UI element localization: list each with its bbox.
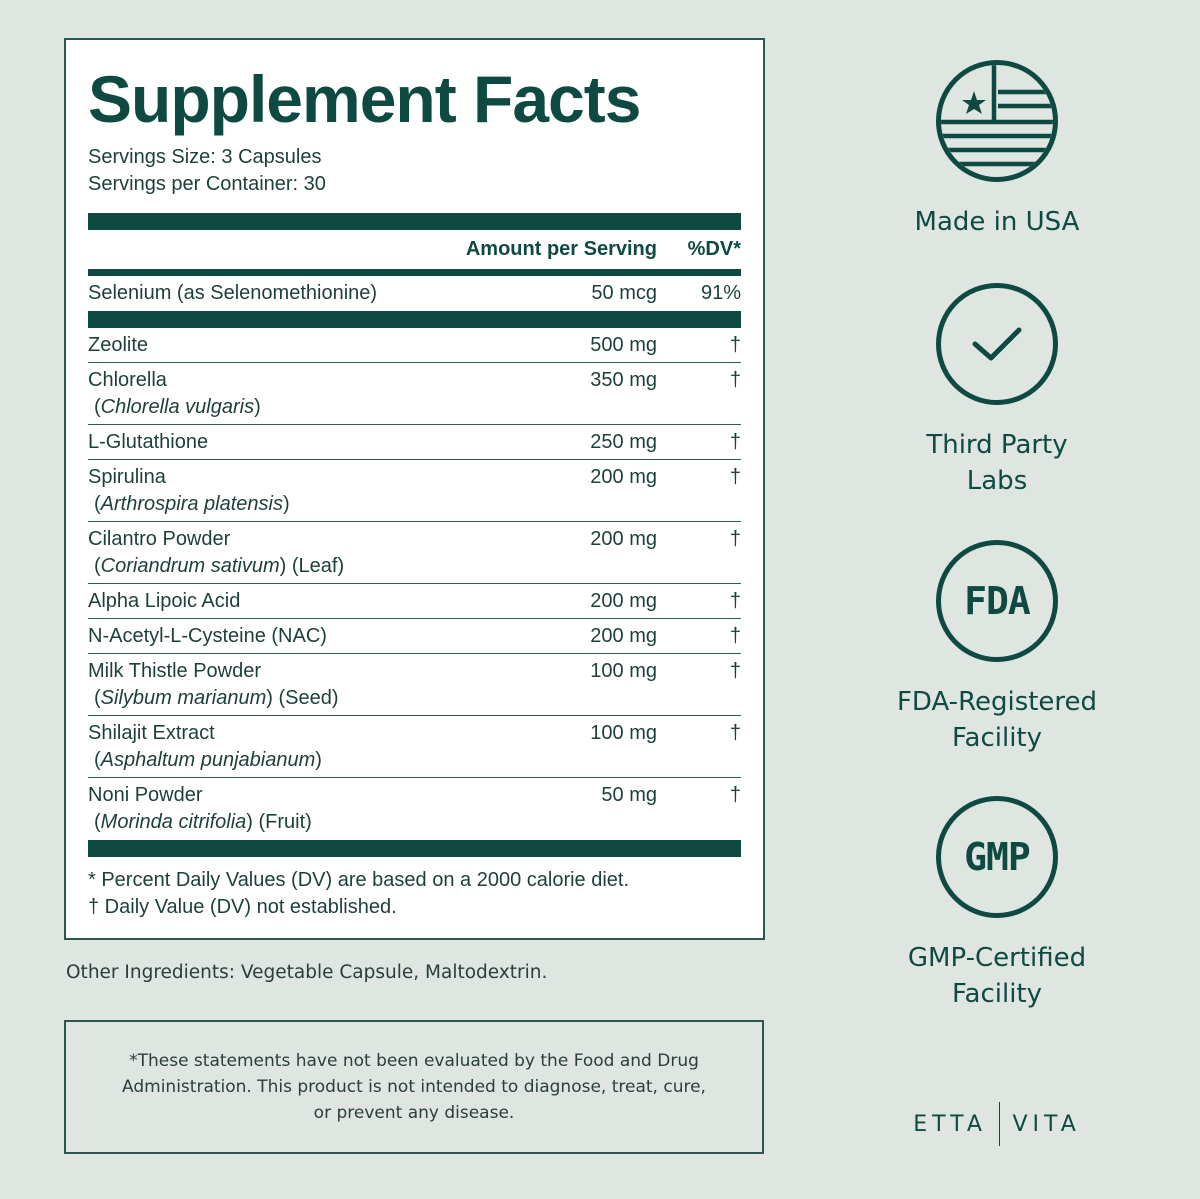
ingredient-amount: 200 mg	[590, 589, 657, 612]
ingredient-name	[88, 720, 507, 777]
ingredient-label: N-Acetyl-L-Cysteine (NAC)	[88, 624, 327, 647]
ingredient-list	[88, 328, 741, 840]
fda-text: FDA	[964, 579, 1030, 623]
ingredient-name	[88, 782, 507, 840]
ingredient-dv: †	[729, 722, 741, 744]
ingredient-source: (Chlorella vulgaris)	[94, 396, 261, 418]
ingredient-name	[88, 623, 507, 650]
footnote-dagger: † Daily Value (DV) not established.	[88, 896, 397, 918]
ingredient-amount: 200 mg	[590, 466, 657, 488]
scientific-name: Arthrospira platensis	[100, 493, 283, 515]
ingredient-dv: 91%	[700, 282, 741, 304]
ingredient-dv: †	[729, 528, 741, 550]
ingredient-amount: 100 mg	[590, 660, 657, 682]
ingredient-amount: 50 mcg	[591, 282, 657, 304]
plant-part: (Seed)	[272, 687, 339, 709]
scientific-name: Coriandrum sativum	[100, 555, 280, 577]
ingredient-name	[88, 526, 507, 583]
ingredient-name	[88, 464, 507, 521]
badge-gmp	[847, 796, 1147, 1012]
ingredient-label: Cilantro Powder	[88, 528, 231, 550]
ingredient-amount: 50 mg	[601, 784, 657, 806]
scientific-name: Morinda citrifolia	[100, 811, 247, 833]
ingredient-amount: 200 mg	[590, 528, 657, 550]
scientific-name: Chlorella vulgaris	[100, 396, 255, 418]
ingredient-dv: †	[729, 466, 741, 488]
table-row	[88, 522, 741, 584]
table-row	[88, 619, 741, 654]
ingredient-source: (Coriandrum sativum) (Leaf)	[94, 555, 345, 577]
table-row	[88, 460, 741, 522]
ingredient-label: Noni Powder	[88, 784, 203, 806]
ingredient-name	[88, 588, 507, 615]
ingredient-dv: †	[729, 784, 741, 806]
ingredient-amount: 100 mg	[590, 722, 657, 744]
fda-disclaimer-box	[64, 1020, 764, 1154]
brand-separator	[999, 1102, 1001, 1146]
ingredient-name	[88, 658, 507, 715]
ingredient-name	[88, 429, 507, 456]
badge-label: FDA-Registered Facility	[896, 687, 1098, 753]
badge-fda	[847, 540, 1147, 756]
header-amount: Amount per Serving	[465, 238, 657, 260]
ingredient-source: (Arthrospira platensis)	[94, 493, 290, 515]
table-row	[88, 654, 741, 716]
ingredient-label: Spirulina	[88, 466, 166, 488]
ingredient-source: (Morinda citrifolia) (Fruit)	[94, 811, 312, 833]
ingredient-amount: 200 mg	[590, 624, 657, 647]
scientific-name: Asphaltum punjabianum	[100, 749, 316, 771]
ingredient-dv: †	[729, 430, 741, 453]
ingredient-amount: 350 mg	[590, 369, 657, 391]
footnote-dv: * Percent Daily Values (DV) are based on a 2000 calorie diet.	[88, 869, 630, 891]
table-header	[88, 230, 741, 269]
table-row	[88, 328, 741, 363]
plant-part: (Fruit)	[252, 811, 312, 833]
ingredient-label: Milk Thistle Powder	[88, 660, 262, 682]
ingredient-label: L-Glutathione	[88, 430, 209, 453]
table-row	[88, 716, 741, 778]
table-row	[88, 584, 741, 619]
ingredient-name	[88, 332, 507, 359]
other-ingredients: Other Ingredients: Vegetable Capsule, Maltodextrin.	[66, 962, 548, 983]
plant-part: (Leaf)	[286, 555, 345, 577]
ingredient-label: Shilajit Extract	[88, 722, 215, 744]
servings-per-container: Servings per Container: 30	[88, 173, 326, 195]
gmp-text: GMP	[964, 835, 1030, 879]
ingredient-dv: †	[729, 660, 741, 682]
badge-made-in-usa	[847, 60, 1147, 240]
divider-thick	[88, 213, 741, 230]
table-row	[88, 425, 741, 460]
ingredient-dv: †	[729, 624, 741, 647]
ingredient-source: (Silybum marianum) (Seed)	[94, 687, 339, 709]
usa-flag-icon	[936, 60, 1058, 182]
supplement-facts-panel	[64, 38, 765, 940]
ingredient-dv: †	[729, 589, 741, 612]
fda-icon	[936, 540, 1058, 662]
checkmark-icon	[936, 283, 1058, 405]
header-dv: %DV*	[687, 238, 741, 260]
scientific-name: Silybum marianum	[100, 687, 267, 709]
ingredient-name: Selenium (as Selenomethionine)	[88, 282, 378, 304]
brand-right: VITA	[1012, 1111, 1081, 1137]
disclaimer-text: *These statements have not been evaluated by the Food and Drug Administration. This product is not intended to diagnose, treat, cure, or prevent any disease.	[122, 1051, 706, 1123]
ingredient-dv: †	[729, 333, 741, 356]
ingredient-dv: †	[729, 369, 741, 391]
divider-medium	[88, 269, 741, 276]
brand-logo	[897, 1102, 1097, 1146]
badge-label: Third Party Labs	[926, 430, 1068, 496]
badge-label: GMP-Certified Facility	[907, 943, 1087, 1009]
ingredient-label: Zeolite	[88, 333, 149, 356]
table-row-selenium	[88, 276, 741, 311]
ingredient-label: Alpha Lipoic Acid	[88, 589, 241, 612]
divider-thick	[88, 840, 741, 857]
gmp-icon	[936, 796, 1058, 918]
ingredient-amount: 250 mg	[590, 430, 657, 453]
ingredient-source: (Asphaltum punjabianum)	[94, 749, 322, 771]
ingredient-name	[88, 367, 507, 424]
facts-title: Supplement Facts	[88, 62, 641, 136]
divider-thick	[88, 311, 741, 328]
serving-size: Servings Size: 3 Capsules	[88, 146, 322, 168]
table-row	[88, 778, 741, 840]
brand-left: ETTA	[913, 1111, 987, 1137]
table-row	[88, 363, 741, 425]
ingredient-amount: 500 mg	[590, 333, 657, 356]
badge-label: Made in USA	[914, 207, 1080, 237]
badge-third-party-labs	[847, 283, 1147, 499]
ingredient-label: Chlorella	[88, 369, 167, 391]
